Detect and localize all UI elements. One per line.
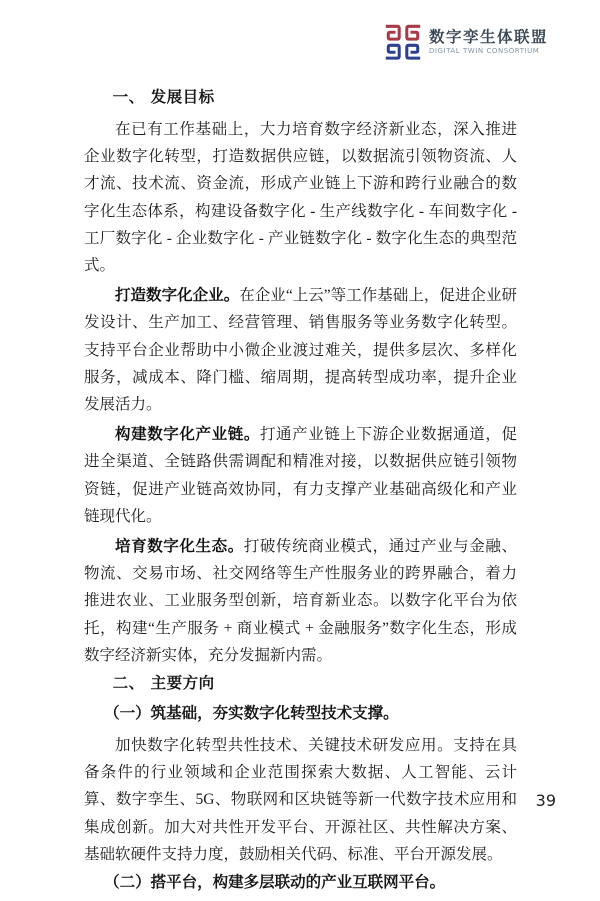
body-paragraph: 在已有工作基础上，大力培育数字经济新业态，深入推进企业数字化转型，打造数据供应链，以数据流引领物资流、人才流、技术流、资金流，形成产业链上下游和跨行业融合的数字化生态体系，构建设备数字化 - 生产线数字化 - 车间数字化 - 工厂数字化 - 企业数字化 - 产业链数字化 - 数字化生态的典型范式。 [84,121,517,275]
paragraph-lead: 打造数字化企业。 [115,286,240,305]
logo-blue-shapes [387,45,418,58]
paragraph-text: 打通产业链上下游企业数据通道，促进全渠道、全链路供需调配和精准对接，以数据供应链引领物资链，促进产业链高效协同，有力支撑产业基础高级化和产业链现代化。 [84,426,517,525]
logo-title-en: DIGITAL TWIN CONSORTIUM [428,47,540,55]
body-paragraph [84,282,517,418]
paragraph-text: 在企业“上云”等工作基础上，促进企业研发设计、生产加工、经营管理、销售服务等业务数字化转型。支持平台企业帮助中小微企业渡过难关，提供多层次、多样化服务，减成本、降门槛、缩周期，提高转型成功率，提升企业发展活力。 [84,287,517,414]
logo-red-shapes [387,26,418,39]
subsection-heading: （二）搭平台，构建多层联动的产业互联网平台。 [104,873,446,892]
logo-text [429,28,548,56]
logo-title-cn: 数字孪生体联盟 [428,28,548,46]
section-heading: 一、 发展目标 [112,88,215,106]
subsection-heading: （一）筑基础，夯实数字化转型技术支撑。 [104,704,399,723]
document-content [84,86,517,901]
body-paragraph [84,533,517,669]
digital-twin-consortium-logo [384,22,548,62]
page-number: 39 [535,791,556,810]
logo-emblem-icon [384,22,422,62]
paragraph-lead: 培育数字化生态。 [115,537,244,556]
paragraph-text: 打破传统商业模式，通过产业与金融、物流、交易市场、社交网络等生产性服务业的跨界融合，着力推进农业、工业服务型创新，培育新业态。以数字化平台为依托，构建“生产服务 + 商业模式 + 金融服务”数字化生态，形成数字经济新实体，充分发掘新内需。 [84,538,517,664]
body-paragraph [84,421,517,530]
body-paragraph: 加快数字化转型共性技术、关键技术研发应用。支持在具备条件的行业领域和企业范围探索大数据、人工智能、云计算、数字孪生、5G、物联网和区块链等新一代数字技术应用和集成创新。加大对共性开发平台、开源社区、共性解决方案、基础软硬件支持力度，鼓励相关代码、标准、平台开源发展。 [84,737,517,863]
paragraph-lead: 构建数字化产业链。 [115,425,260,444]
section-heading: 二、 主要方向 [112,674,215,693]
